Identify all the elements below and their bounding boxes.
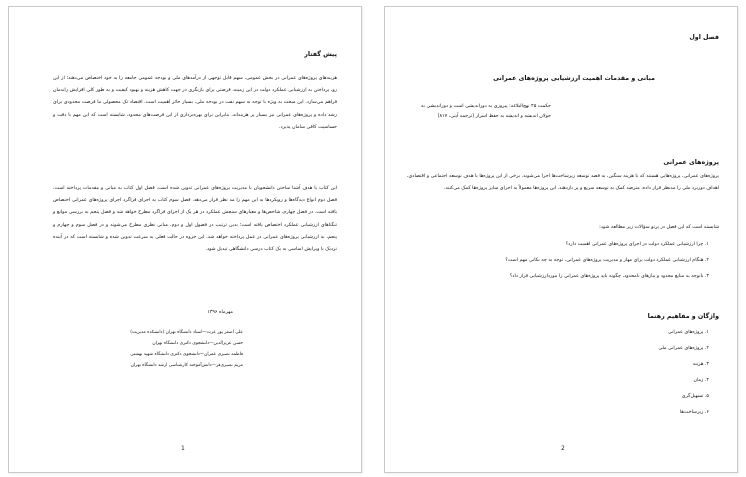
- chapter-title: مبانی و مقدمات اهمیت ارزشیابی پروژه‌های عمرانی: [493, 75, 655, 82]
- author-line: فاطمه نصیری عمران—دانشجوی دکتری دانشگاه شهید بهشتی: [130, 352, 243, 357]
- page-number: 1: [181, 445, 185, 452]
- list-item: ۱. پروژه‌های عمرانی: [668, 330, 709, 335]
- section-heading: واژگان و مفاهیم رهنما: [647, 313, 719, 320]
- page-title: پیش گفتار: [304, 51, 337, 58]
- list-item: ۶. زیرساخت‌ها: [679, 410, 709, 415]
- list-item: ۲. پروژه‌های عمرانی ملی: [658, 346, 709, 351]
- author-line: مریم نصیری‌فر—دانش‌آموخته کارشناسی ارشد دانشگاه تهران: [130, 363, 243, 368]
- author-line: علی اصغر پور عزت—استاد دانشگاه تهران (دانشکده مدیریت): [130, 330, 243, 335]
- list-item: ۴. زمان: [693, 378, 709, 383]
- questions-intro: شایسته است که این فصل در پرتو سؤالات زیر مطالعه شود:: [599, 225, 719, 230]
- list-item: ۲. هنگام ارزشیابی عملکرد دولت برای مهار و مدیریت پروژه‌های عمرانی، توجه به چه نکاتی مهم است؟: [505, 258, 709, 263]
- question-list: [389, 237, 719, 285]
- document-page-1: [8, 6, 362, 473]
- author-list: [93, 327, 243, 371]
- list-item: ۳. هزینه: [692, 362, 709, 367]
- epigraph-quote: حکمت ۴۵ نهج‌البلاغه: پیروزی به دوراندیشی است و دوراندیشی به جولان اندیشه و اندیشه به حفظ اسرار (ترجمه آیتی، ۸۱۷): [421, 104, 551, 119]
- body-paragraph: این کتاب با هدف آشنا ساختن دانشجویان با مدیریت پروژه‌های عمرانی تدوین شده است. فصل اول کتاب به مبانی و مقدمات پرداخته است. فصل دوم انواع دیدگاه‌ها و رویکردها به این مهم را مد نظر قرار می‌دهد. فصل سوم کتاب به اجرای فراگرد اجرای پروژه‌های عمرانی اختصاص یافته است. در فصل چهارم، شاخص‌ها و معیارهای سنجش عملکرد در هر یک از اجزای فراگرد مطرح خواهد شد و فصل پنجم به بررسی موانع و تنگناهای ارزشیابی عملکرد اختصاص یافته است؛ بدین ترتیب در فصول اول و دوم، مبانی نظری مطرح می‌شوند و در فصل سوم و چهارم و پنجم، به ارزشیابی پروژه‌های عمرانی در عمل پرداخته خواهد شد. این جزوه در حالت فعلی به سرعت تدوین شده و شایسته است که در آینده نزدیک با ویرایش اساسی به یک کتاب درسی دانشگاهی تبدیل شود.: [53, 186, 337, 253]
- date-line: مهرماه ۱۳۹۶: [207, 310, 233, 315]
- author-line: حسن عزیزالدین—دانشجوی دکتری دانشگاه تهران: [152, 341, 243, 346]
- list-item: ۵. تسهیل‌گری: [681, 394, 709, 399]
- keyword-list: [509, 325, 719, 421]
- page-number: 2: [561, 445, 565, 452]
- chapter-label: فصل اول: [689, 34, 719, 41]
- section-heading: پروژه‌های عمرانی: [663, 159, 719, 166]
- body-paragraph: پروژه‌های عمرانی، پروژه‌هایی هستند که با هزینه سنگین، به قصد توسعه زیرساخت‌ها اجرا می‌شوند. برخی از این پروژه‌ها با هدف توسعه اجتماعی و اقتصادی، اهداف دوربرد ملی را مدنظر قرار داده، مترصد کمک به توسعه سریع و پر بازدهند. این پروژه‌ها معمولاً به اجرای سایر پروژه‌ها کمک می‌کنند.: [407, 174, 719, 192]
- list-item: ۳. باتوجه به منابع محدود و نیازهای نامحدود، چگونه باید پروژه‌های عمرانی را موردارزشیابی قرار داد؟: [509, 274, 709, 279]
- document-page-2: [384, 6, 738, 473]
- body-paragraph: هزینه‌های پروژه‌های عمرانی در بخش عمومی، سهم قابل توجهی از درآمدهای ملی و بودجه عمومی جامعه را به خود اختصاص می‌دهند؛ از این رو، پرداختن به ارزشیابی عملکرد دولت در این زمینه، فرصتی برای بازنگری در جهت کاهش هزینه و بهبود کیفیت و به طور کلی افزایش راندمان فراهم می‌سازد. این مبحث به ویژه با توجه به سهم نفت در بودجه ملی، بسیار حائز اهمیت است. اقتصاد تک محصولی ما فرصت محدودی برای رشد داده و پروژه‌های عمرانی نیز بسیار پر هزینه‌اند، بنابراین برای بهره‌برداری از این فرصت‌های محدود، شایسته است که این مهم با دقت و حساسیت کافی سامان پذیرد.: [53, 76, 337, 130]
- list-item: ۱. چرا ارزشیابی عملکرد دولت در اجرای پروژه‌های عمرانی اهمیت دارد؟: [565, 242, 709, 247]
